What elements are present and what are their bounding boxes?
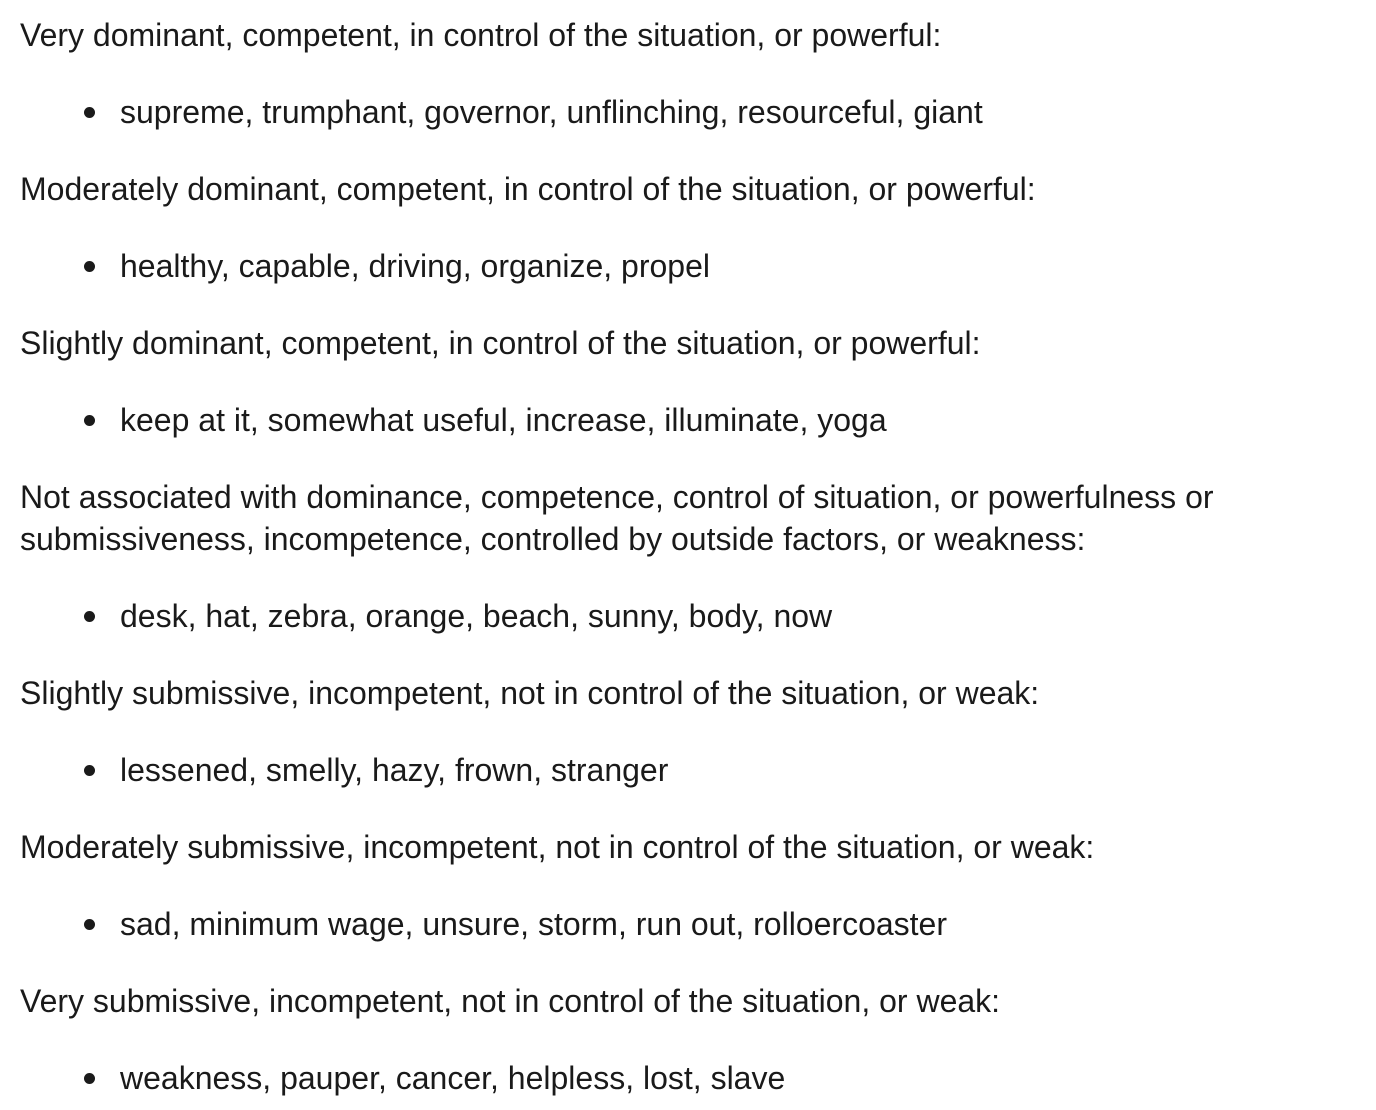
word-list: weakness, pauper, cancer, helpless, lost, slave <box>120 1060 786 1096</box>
section-heading-moderately-submissive: Moderately submissive, incompetent, not in control of the situation, or weak: <box>20 829 1095 865</box>
bullet-icon <box>84 261 95 272</box>
list-item-neutral <box>84 595 832 637</box>
word-list: desk, hat, zebra, orange, beach, sunny, body, now <box>120 598 833 634</box>
section-heading-neutral <box>20 476 1214 560</box>
word-list: healthy, capable, driving, organize, propel <box>120 248 710 284</box>
bullet-icon <box>84 107 95 118</box>
word-list: keep at it, somewhat useful, increase, illuminate, yoga <box>120 402 887 438</box>
heading-line: Not associated with dominance, competence, control of situation, or powerfulness or <box>20 479 1214 515</box>
bullet-icon <box>84 415 95 426</box>
section-heading-very-submissive: Very submissive, incompetent, not in control of the situation, or weak: <box>20 983 1001 1019</box>
word-list: supreme, trumphant, governor, unflinching, resourceful, giant <box>120 94 983 130</box>
bullet-icon <box>84 765 95 776</box>
list-item-very-dominant <box>84 91 983 133</box>
bullet-icon <box>84 1073 95 1084</box>
section-heading-slightly-dominant: Slightly dominant, competent, in control of the situation, or powerful: <box>20 325 981 361</box>
bullet-icon <box>84 919 95 930</box>
list-item-moderately-submissive <box>84 903 947 945</box>
word-list: sad, minimum wage, unsure, storm, run out, rolloercoaster <box>120 906 947 942</box>
list-item-moderately-dominant <box>84 245 710 287</box>
list-item-slightly-dominant <box>84 399 887 441</box>
list-item-slightly-submissive <box>84 749 668 791</box>
list-item-very-submissive <box>84 1057 785 1099</box>
section-heading-slightly-submissive: Slightly submissive, incompetent, not in control of the situation, or weak: <box>20 675 1040 711</box>
section-heading-moderately-dominant: Moderately dominant, competent, in control of the situation, or powerful: <box>20 171 1036 207</box>
section-heading-very-dominant: Very dominant, competent, in control of the situation, or powerful: <box>20 17 942 53</box>
heading-line: submissiveness, incompetence, controlled by outside factors, or weakness: <box>20 521 1086 557</box>
word-list: lessened, smelly, hazy, frown, stranger <box>120 752 669 788</box>
bullet-icon <box>84 611 95 622</box>
